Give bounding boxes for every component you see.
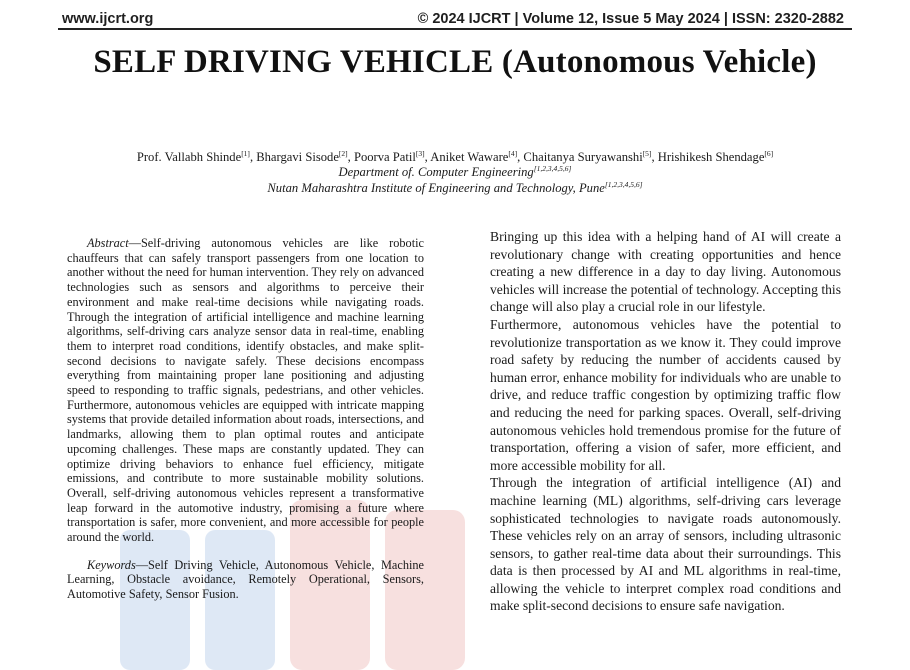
body-paragraph: Through the integration of artificial intelligence (AI) and machine learning (ML) algorithms, self-driving cars leverage sophisticated technologies to navigate roads autonomously. These vehicles rely on an array of sensors, including ultrasonic sensors, to gather real-time data about their surroundings. This data is then processed by AI and ML algorithms in real-time, allowing the vehicle to interpret complex road conditions and make split-second decisions to ensure safe navigation. [490, 475, 841, 614]
keywords [67, 558, 424, 602]
author: Hrishikesh Shendage[6] [657, 149, 774, 164]
abstract [67, 236, 424, 545]
author: Aniket Waware[4] [430, 149, 518, 164]
author: Poorva Patil[3] [353, 149, 425, 164]
right-column [490, 228, 841, 615]
body-paragraph: Furthermore, autonomous vehicles have the potential to revolutionize transportation as we know it. They could improve road safety by reducing the number of accidents caused by human error, enhance mobility for individuals who are unable to drive, and reduce traffic congestion by optimizing traffic flow and reducing the need for parking spaces. Overall, self-driving autonomous vehicles hold tremendous promise for the future of transportation, offering a vision of safer, more efficient, and more accessible mobility for all. [490, 316, 841, 473]
left-column [67, 236, 424, 602]
keywords-text: —Self Driving Vehicle, Autonomous Vehicle, Machine Learning, Obstacle avoidance, Remotely Operational, Sensors, Automotive Safety, Sensor Fusion. [67, 557, 424, 602]
abstract-label: Abstract [87, 236, 129, 250]
abstract-text: —Self-driving autonomous vehicles are like robotic chauffeurs that can safely transport passengers from one location to another without the need for human intervention. They rely on advanced technologies such as sensors and algorithms to perceive their environment and make real-time decisions while navigating roads. Through the integration of artificial intelligence and machine learning algorithms, self-driving cars analyze sensor data in real-time, enabling them to interpret road conditions, identify obstacles, and make split-second decisions to navigate safely. These decisions encompass everything from maintaining proper lane positioning and adjusting speed to responding to traffic signals, pedestrians, and other vehicles. Furthermore, autonomous vehicles are equipped with intricate mapping systems that provide detailed information about roads, intersections, and landmarks, allowing them to plan optimal routes and anticipate upcoming challenges. These maps are constantly updated. They can optimize driving behaviors to enhance fuel efficiency, mitigate emissions, and contribute to more sustainable mobility solutions. Overall, self-driving autonomous vehicles represent a transformative leap forward in the automotive industry, promising a future where transportation is safer, more convenient, and more accessible for people around the world. [67, 236, 424, 545]
author: Bhargavi Sisode[2] [256, 149, 348, 164]
institute-affiliation: Nutan Maharashtra Institute of Engineering and Technology, Pune[1,2,3,4,5,6] [267, 180, 643, 195]
header-rule [58, 28, 852, 30]
body-paragraph: Bringing up this idea with a helping hand of AI will create a revolutionary change with creating opportunities and hence creating a new difference in a day to day living. Autonomous vehicles will increase the potential of technology. Accepting this change will also play a crucial role in our lifestyle. [490, 229, 841, 315]
running-header [62, 9, 850, 29]
journal-info: © 2024 IJCRT | Volume 12, Issue 5 May 2024 | ISSN: 2320-2882 [417, 11, 844, 27]
department-affiliation: Department of. Computer Engineering[1,2,3,4,5,6] [338, 164, 572, 179]
paper-title: SELF DRIVING VEHICLE (Autonomous Vehicle) [93, 44, 817, 80]
site-url: www.ijcrt.org [62, 11, 154, 27]
keywords-label: Keywords [87, 557, 136, 572]
author-list: Prof. Vallabh Shinde[1], Bhargavi Sisode[2], Poorva Patil[3], Aniket Waware[4], Chaitanya Suryawanshi[5], Hrishikesh Shendage[6] [136, 149, 774, 164]
author: Chaitanya Suryawanshi[5] [523, 149, 652, 164]
author: Prof. Vallabh Shinde[1] [136, 149, 250, 164]
